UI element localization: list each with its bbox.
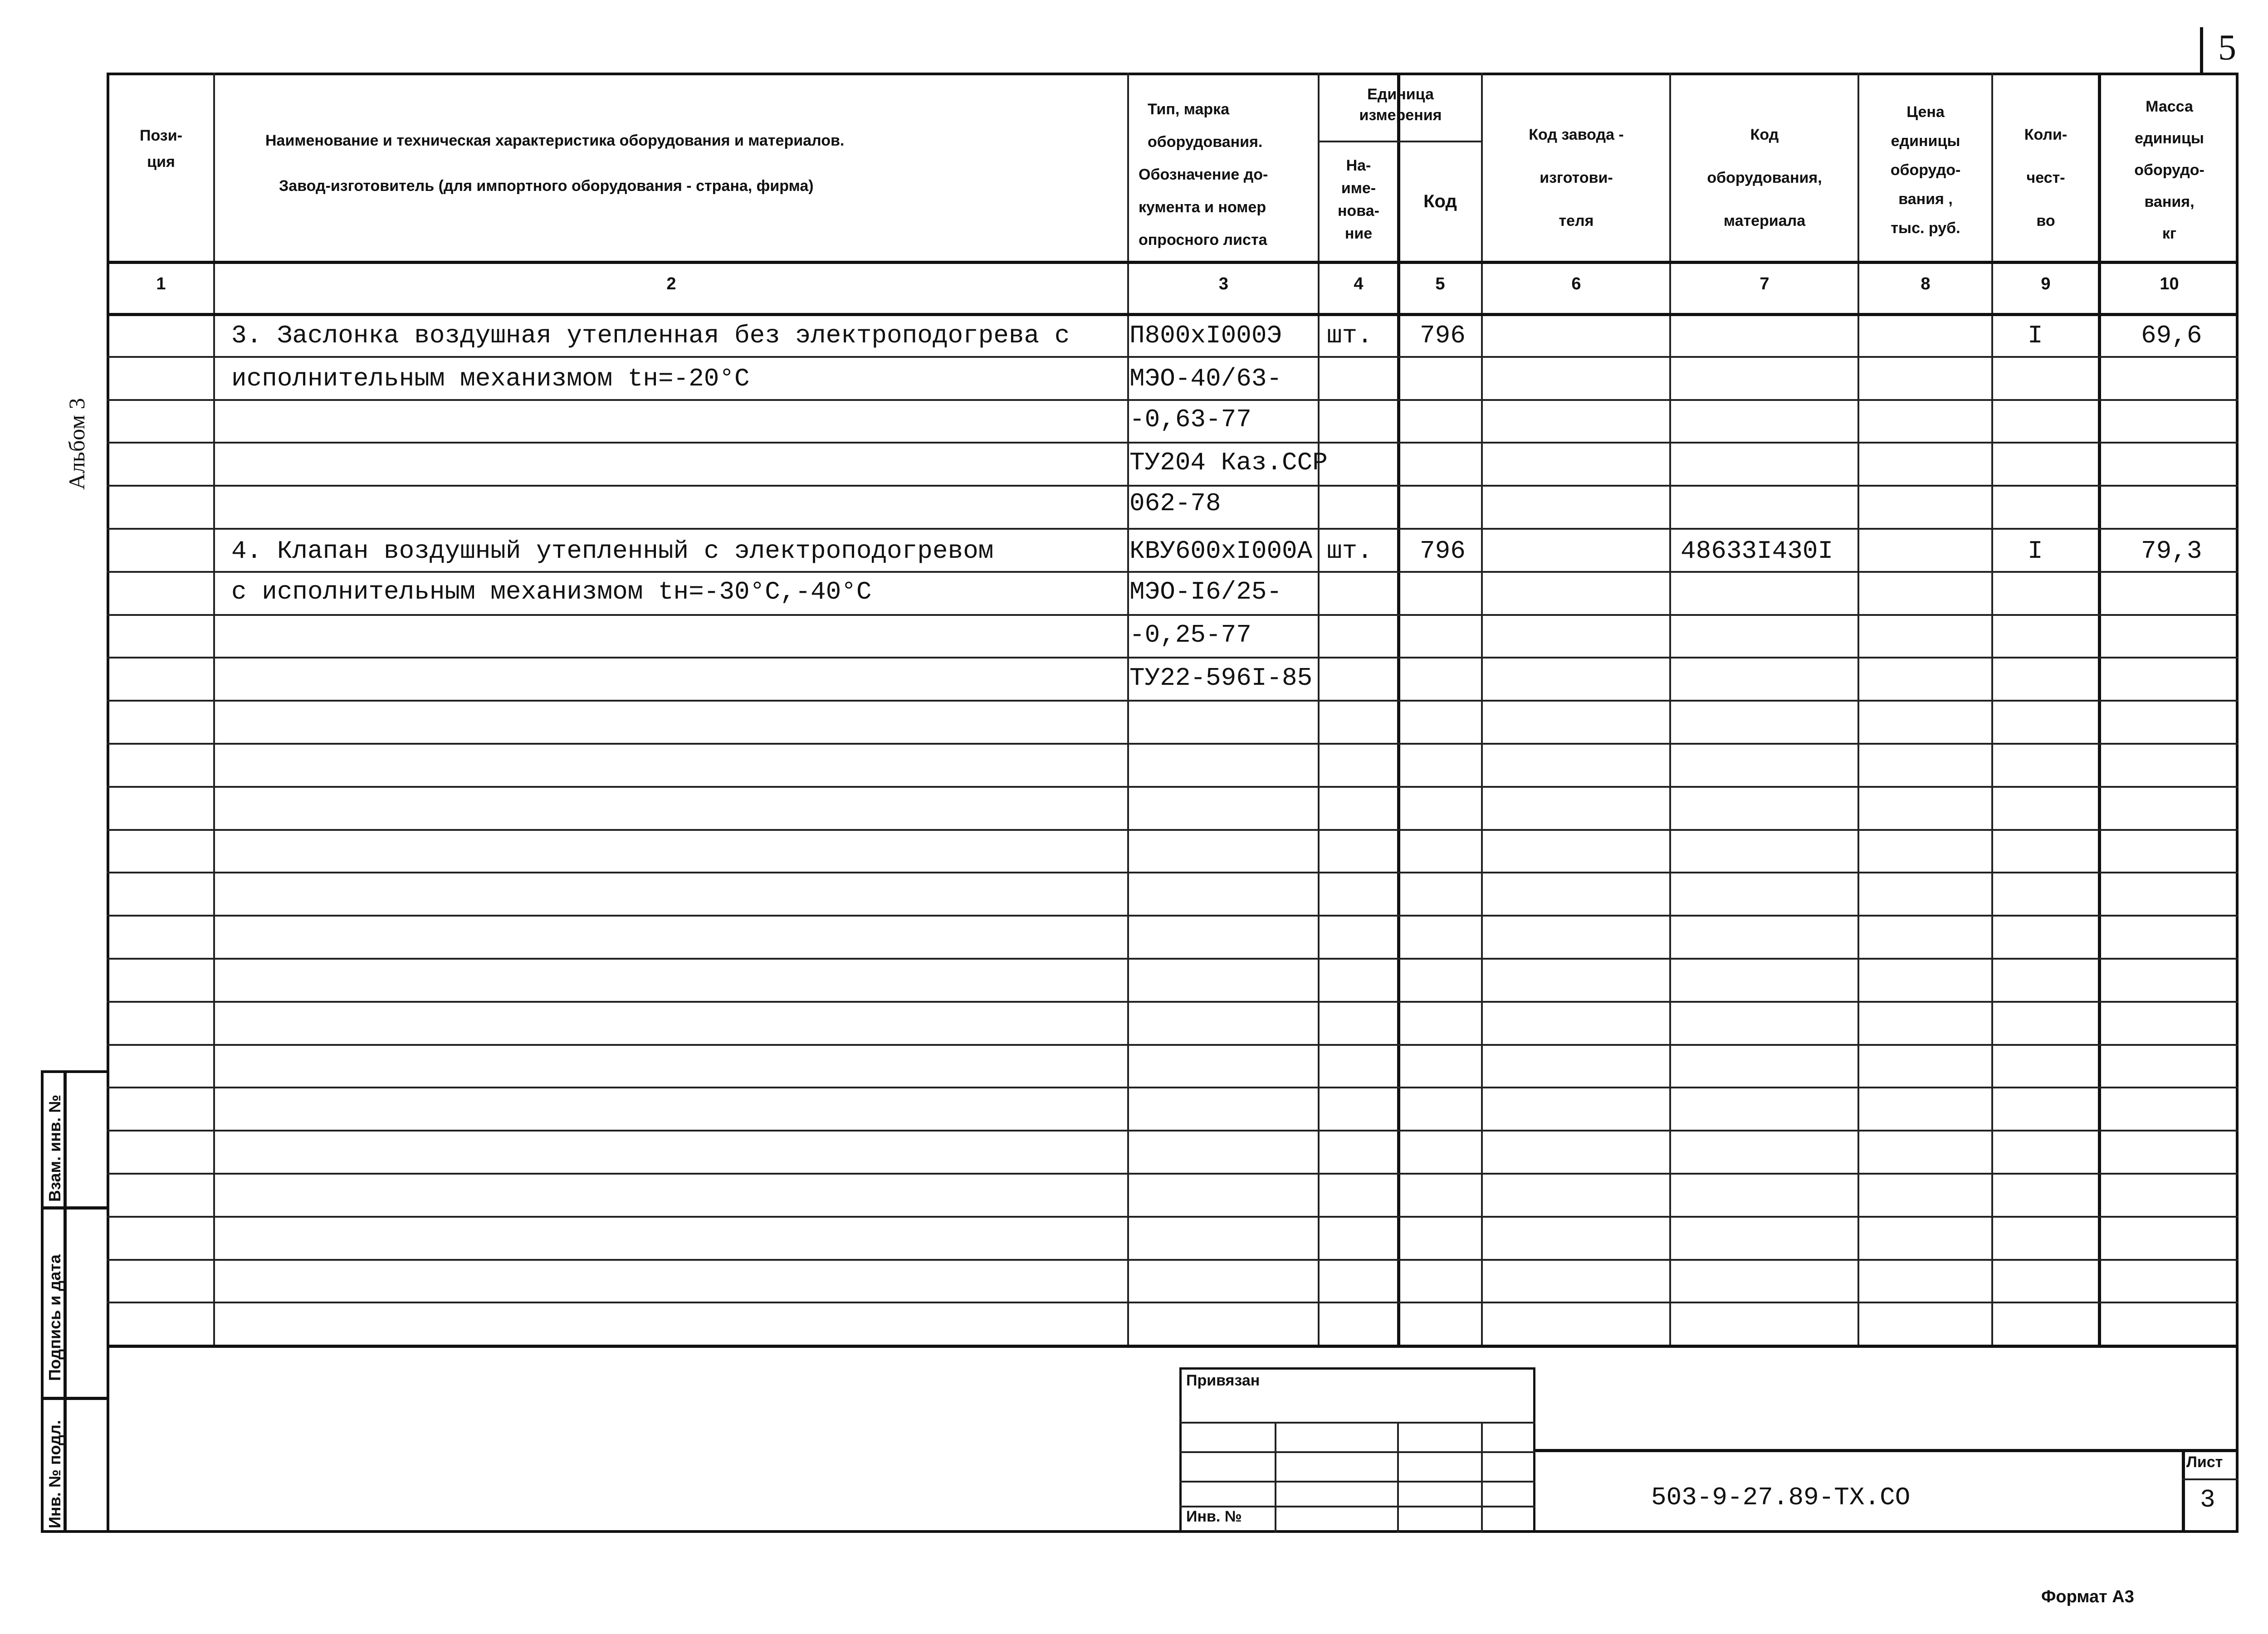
row-4-type: ТУ204 Каз.ССР — [1129, 448, 1328, 477]
colnum-3: 3 — [1218, 274, 1229, 293]
header-unit-code: Код — [1423, 191, 1457, 211]
row-line — [107, 485, 2239, 487]
row-line — [107, 915, 2239, 917]
row-1-mass: 69,6 — [2141, 321, 2202, 350]
stamp-signature-date: Подпись и дата — [45, 1254, 64, 1381]
header-quantity: Коли- чест- во — [2024, 126, 2068, 229]
row-line — [107, 786, 2239, 788]
colnum-2: 2 — [666, 274, 676, 293]
header-bottom-line — [107, 261, 2239, 264]
colnum-8: 8 — [1921, 274, 1931, 293]
colnum-1: 1 — [156, 274, 166, 293]
row-line — [107, 700, 2239, 702]
page-number: 5 — [2218, 28, 2236, 68]
stamp-original-inv: Инв. № подл. — [45, 1420, 64, 1528]
row-line — [107, 743, 2239, 745]
row-line — [107, 614, 2239, 616]
stamp-replace-inv: Взам. инв. № — [45, 1094, 64, 1202]
header-maker-code: Код завода - изготови- теля — [1529, 126, 1624, 229]
colnum-4: 4 — [1354, 274, 1364, 293]
row-8-type: -0,25-77 — [1129, 620, 1251, 649]
row-line — [107, 571, 2239, 573]
stamp-divider-1 — [41, 1206, 107, 1210]
inv-label: Инв. № — [1186, 1508, 1242, 1525]
stamp-divider-2 — [41, 1397, 107, 1400]
colnum-6: 6 — [1571, 274, 1581, 293]
row-1-name: 3. Заслонка воздушная утепленная без электроподогрева с — [231, 321, 1070, 350]
row-line — [107, 1044, 2239, 1046]
row-line — [107, 657, 2239, 658]
page-number-divider — [2200, 27, 2203, 73]
bound-label: Привязан — [1186, 1372, 1260, 1389]
row-6-unit: шт. — [1327, 537, 1373, 566]
row-1-type: П800хI000Э — [1129, 321, 1282, 350]
row-2-name: исполнительным механизмом tн=-20°С — [231, 364, 750, 393]
row-line — [107, 399, 2239, 401]
unit-group-line — [1318, 141, 1481, 142]
row-line — [107, 1130, 2239, 1132]
row-line — [107, 1302, 2239, 1303]
header-mass: Масса единицы оборудо- вания, кг — [2134, 98, 2204, 242]
row-line — [107, 1001, 2239, 1003]
row-line — [107, 958, 2239, 960]
colnum-9: 9 — [2041, 274, 2051, 293]
row-6-name: 4. Клапан воздушный утепленный с электроподогревом — [231, 537, 994, 566]
stamp-vline-2 — [1397, 1422, 1399, 1533]
header-equipment-code: Код оборудования, материала — [1707, 126, 1822, 229]
row-1-code: 796 — [1420, 321, 1466, 350]
row-9-type: ТУ22-596I-85 — [1129, 663, 1313, 693]
row-line — [107, 356, 2239, 358]
row-6-equip-code: 48633I430I — [1681, 537, 1833, 566]
row-7-name: с исполнительным механизмом tн=-30°С,-40°С — [231, 577, 872, 606]
row-6-code: 796 — [1420, 537, 1466, 566]
row-line — [107, 1216, 2239, 1218]
row-line — [107, 1173, 2239, 1175]
header-type: Тип, марка оборудования. Обозначение до- кумента и номер опросного листа — [1139, 101, 1268, 249]
row-6-mass: 79,3 — [2141, 537, 2202, 566]
row-line — [107, 1259, 2239, 1261]
colnum-5: 5 — [1435, 274, 1445, 293]
colnum-7: 7 — [1760, 274, 1769, 293]
album-label: Альбом 3 — [64, 398, 89, 490]
doc-code-top-line — [1535, 1449, 2239, 1452]
stamp-vline-3 — [1481, 1422, 1483, 1533]
header-unit-name: На- име- нова- ние — [1338, 157, 1379, 242]
row-line — [107, 528, 2239, 530]
row-6-type: КВУ600хI000А — [1129, 537, 1313, 566]
table-bottom-line — [107, 1345, 2239, 1348]
sheet-label: Лист — [2186, 1454, 2223, 1471]
row-7-type: МЭО-I6/25- — [1129, 577, 1282, 606]
doc-code: 503-9-27.89-ТХ.СО — [1651, 1483, 1911, 1512]
row-2-type: МЭО-40/63- — [1129, 364, 1282, 393]
row-1-unit: шт. — [1327, 321, 1373, 350]
row-3-type: -0,63-77 — [1129, 405, 1251, 434]
header-price: Цена единицы оборудо- вания , тыс. руб. — [1890, 103, 1961, 237]
column-numbers-bottom-line — [107, 313, 2239, 316]
header-position: Пози- ция — [140, 127, 182, 171]
row-5-type: 062-78 — [1129, 489, 1221, 518]
format-label: Формат А3 — [2041, 1587, 2134, 1606]
row-6-qty: I — [2028, 537, 2043, 566]
header-unit-group: Единица измерения — [1359, 86, 1442, 124]
row-1-qty: I — [2028, 321, 2043, 350]
stamp-vline-1 — [1275, 1422, 1276, 1533]
sheet-number: 3 — [2200, 1485, 2215, 1514]
colnum-10: 10 — [2160, 274, 2179, 293]
header-name: Наименование и техническая характеристика оборудования и материалов. Завод-изготовитель (для импортного оборудования - страна, фирма) — [265, 132, 845, 195]
sheet-cell-line — [2182, 1449, 2185, 1533]
row-line — [107, 872, 2239, 873]
row-line — [107, 829, 2239, 831]
row-line — [107, 1087, 2239, 1088]
row-line — [107, 442, 2239, 444]
sheet-label-line — [2182, 1478, 2239, 1480]
